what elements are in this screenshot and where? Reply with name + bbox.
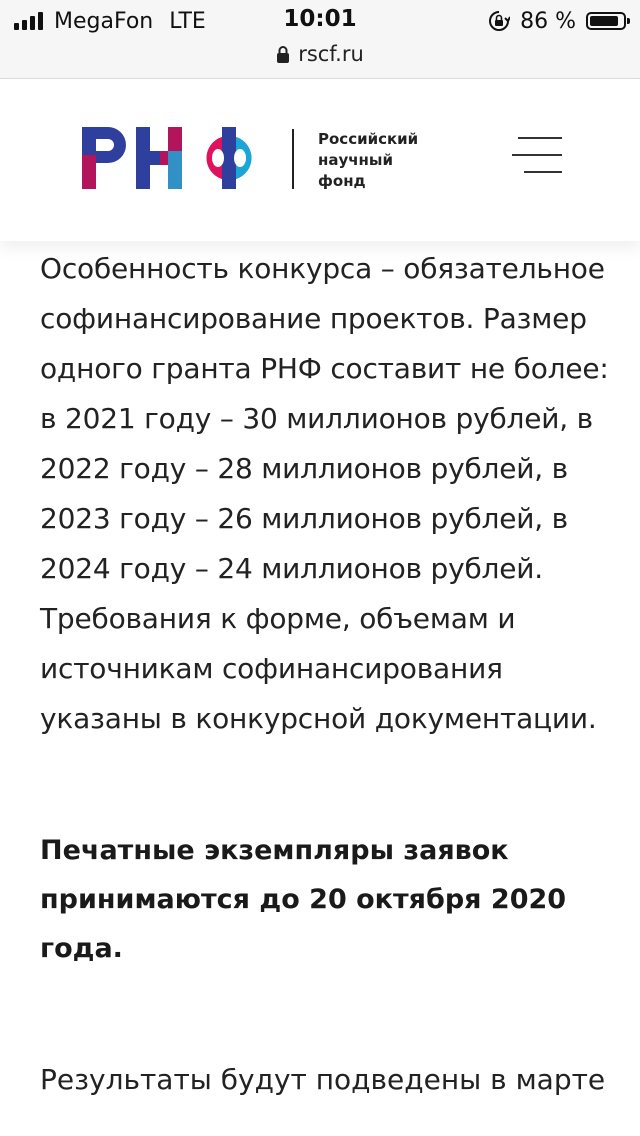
logo-divider [292, 129, 294, 189]
network-type: LTE [169, 8, 206, 34]
hamburger-menu-button[interactable] [512, 135, 564, 175]
paragraph-results: Результаты будут подведены в марте [40, 1063, 606, 1096]
address-bar[interactable] [0, 40, 640, 68]
status-right [488, 6, 626, 36]
article-content [40, 244, 610, 1105]
org-name-line2: научный [318, 151, 393, 169]
menu-line-icon [524, 171, 562, 173]
menu-line-icon [518, 137, 562, 139]
org-name-line3: фонд [318, 172, 366, 190]
site-header [0, 79, 640, 241]
paragraph-deadline: Печатные экземпляры заявок принимаются до 20 октября 2020 года. [40, 835, 567, 964]
orientation-lock-icon [488, 10, 510, 32]
lock-icon [276, 45, 290, 63]
carrier-name: MegaFon [54, 8, 154, 34]
browser-top-bar [0, 0, 640, 79]
status-time: 10:01 [283, 6, 357, 32]
org-name-line1: Российский [318, 130, 419, 148]
paragraph-cofinancing: Особенность конкурса – обязательное софинансирование проектов. Размер одного гранта РНФ составит не более: в 2021 году – 30 миллионов рублей, в 2022 году – 28 миллионов рублей, в 2023 году – 26 миллионов рублей, в 2024 году – 24 миллионов рублей. Требования к форме, объемам и источникам софинансирования указаны в конкурсной документации. [40, 252, 609, 735]
menu-line-icon [512, 154, 562, 156]
org-name [318, 129, 418, 192]
rnf-logo[interactable] [80, 125, 270, 191]
battery-fill [590, 16, 618, 26]
url-text: rscf.ru [298, 42, 364, 66]
battery-percent: 86 % [520, 8, 576, 34]
battery-icon [586, 12, 626, 30]
